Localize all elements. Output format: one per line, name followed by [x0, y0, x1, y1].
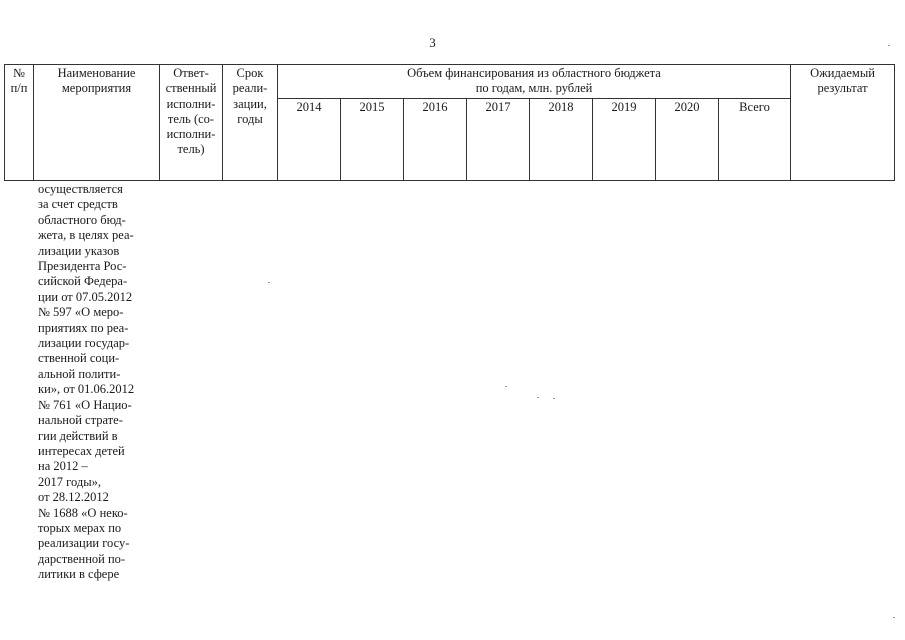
year-2020: 2020 [656, 99, 719, 181]
text-line: № 597 «О меро- [38, 305, 124, 320]
text-line: гии действий в [38, 428, 118, 443]
year-total: Всего [719, 99, 791, 181]
text-line: дарственной по- [38, 551, 126, 566]
header-responsible: Ответ- ственный исполни- тель (со- исполни- тель) [160, 65, 223, 181]
text-line: ции от 07.05.2012 [38, 289, 133, 304]
year-2019: 2019 [593, 99, 656, 181]
page-number: 3 [429, 35, 436, 50]
measure-description [38, 182, 168, 583]
text-line: реализации госу- [38, 536, 130, 551]
year-2014: 2014 [278, 99, 341, 181]
text-line: лизации указов [38, 243, 120, 258]
text-line: от 28.12.2012 [38, 490, 109, 505]
header-term: Срок реали- зации, годы [223, 65, 278, 181]
text-line: приятиях по реа- [38, 320, 129, 335]
text-line: областного бюд- [38, 212, 126, 227]
text-line: № 1688 «О неко- [38, 505, 128, 520]
text-line: интересах детей [38, 443, 125, 458]
text-line: № 761 «О Нацио- [38, 397, 132, 412]
text-line: на 2012 – [38, 459, 88, 474]
text-line: за счет средств [38, 197, 118, 212]
year-2016: 2016 [404, 99, 467, 181]
scan-speck [537, 397, 539, 398]
text-line: сийской Федера- [38, 274, 128, 289]
scan-speck [893, 617, 895, 618]
text-line: ки», от 01.06.2012 [38, 382, 135, 397]
scan-speck [268, 282, 270, 283]
header-name: Наименование мероприятия [34, 65, 160, 181]
scan-speck [505, 386, 507, 387]
text-line: нальной страте- [38, 413, 123, 428]
year-2015: 2015 [341, 99, 404, 181]
header-funding: Объем финансирования из областного бюджета по годам, млн. рублей [278, 65, 791, 99]
text-line: осуществляется [38, 182, 123, 196]
text-line: литики в сфере [38, 567, 120, 582]
scan-speck [553, 398, 555, 399]
funding-table [4, 64, 895, 181]
text-line: лизации государ- [38, 336, 130, 351]
text-line: Президента Рос- [38, 259, 127, 274]
year-2017: 2017 [467, 99, 530, 181]
header-result: Ожидаемый результат [791, 65, 895, 181]
text-line: торых мерах по [38, 520, 122, 535]
header-number: № п/п [5, 65, 34, 181]
text-line: альной полити- [38, 366, 121, 381]
text-line: 2017 годы», [38, 474, 101, 489]
year-2018: 2018 [530, 99, 593, 181]
text-line: жета, в целях реа- [38, 228, 134, 243]
scan-speck [888, 45, 890, 46]
text-line: ственной соци- [38, 351, 120, 366]
